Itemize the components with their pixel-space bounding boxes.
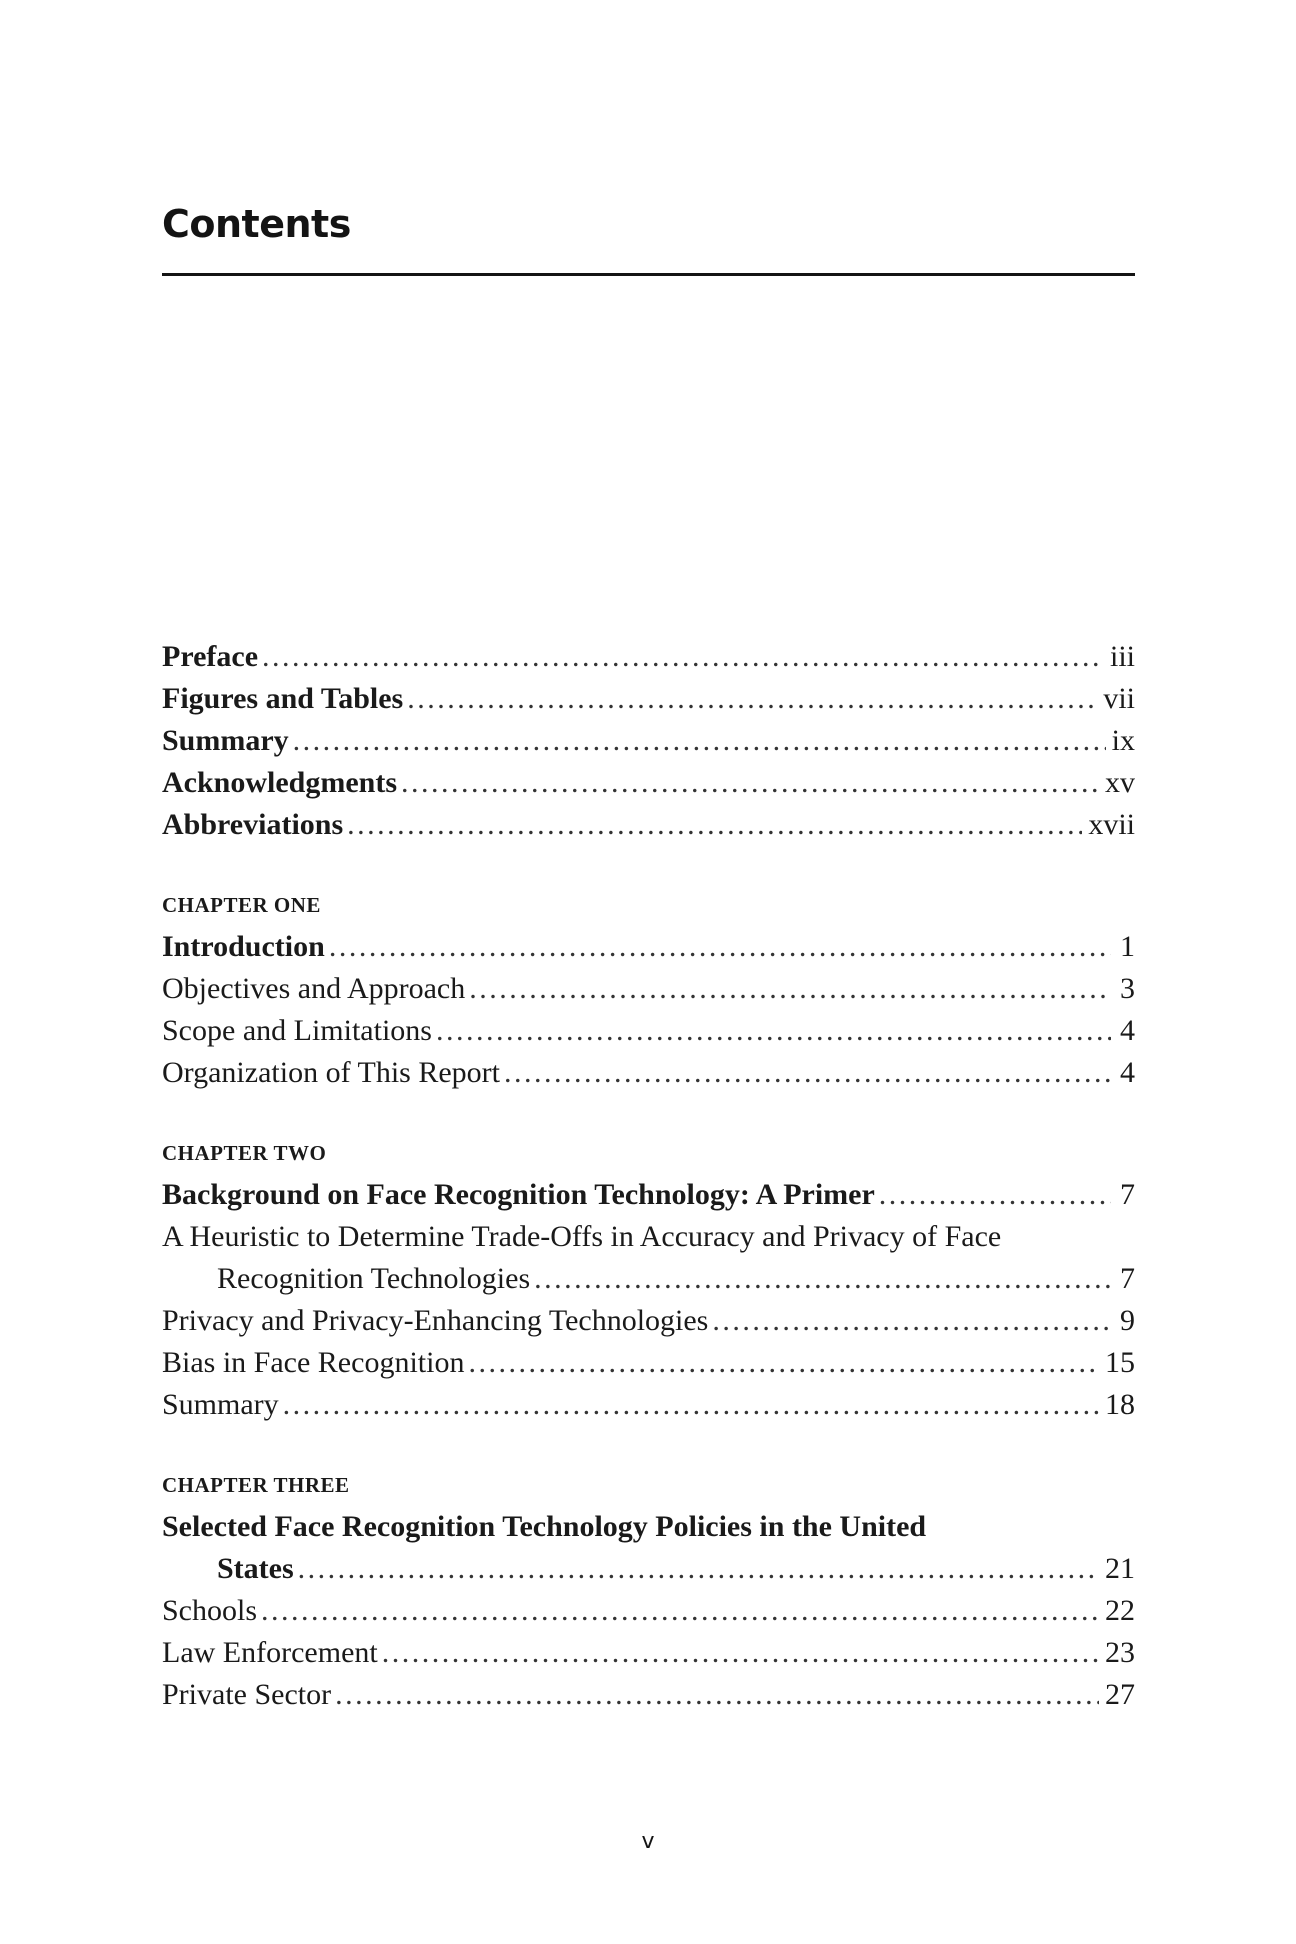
- toc-entry-figures-and-tables[interactable]: [162, 678, 1135, 720]
- toc-section-entry[interactable]: [162, 1674, 1135, 1716]
- toc-chapter-title[interactable]: [162, 1506, 1135, 1590]
- dot-leader: [293, 720, 1106, 762]
- toc-entry-title: Introduction: [162, 930, 325, 963]
- toc-entry-preface[interactable]: [162, 636, 1135, 678]
- toc-page-number: 4: [1120, 1014, 1135, 1047]
- dot-leader: [261, 1590, 1099, 1632]
- dot-leader: [262, 636, 1104, 678]
- toc-chapter-title[interactable]: [162, 926, 1135, 968]
- toc-entry-title: Summary: [162, 724, 289, 757]
- dot-leader: [335, 1674, 1099, 1716]
- toc-page-number: 9: [1120, 1304, 1135, 1337]
- dot-leader: [469, 968, 1111, 1010]
- toc-entry-title: Bias in Face Recognition: [162, 1346, 465, 1379]
- toc-section-entry[interactable]: [162, 968, 1135, 1010]
- table-of-contents: [162, 636, 1135, 1716]
- toc-entry-summary[interactable]: [162, 720, 1135, 762]
- toc-entry-title: Scope and Limitations: [162, 1014, 432, 1047]
- toc-entry-acknowledgments[interactable]: [162, 762, 1135, 804]
- dot-leader: [436, 1010, 1111, 1052]
- toc-section-entry[interactable]: [162, 1216, 1135, 1300]
- toc-page-number: xv: [1105, 766, 1135, 799]
- toc-page-number: ix: [1111, 724, 1135, 757]
- dot-leader: [329, 926, 1111, 968]
- toc-page-number: 27: [1105, 1678, 1135, 1711]
- toc-page-number: 23: [1105, 1636, 1135, 1669]
- toc-page-number: 4: [1120, 1056, 1135, 1089]
- toc-entry-title-continued: States: [217, 1552, 294, 1585]
- toc-entry-title: A Heuristic to Determine Trade-Offs in Accuracy and Privacy of Face: [162, 1220, 1002, 1253]
- title-rule: [162, 273, 1135, 276]
- page-number-folio: v: [641, 1829, 655, 1854]
- toc-page-number: 1: [1120, 930, 1135, 963]
- toc-page-number: 7: [1120, 1262, 1135, 1295]
- toc-entry-title: Preface: [162, 640, 259, 673]
- toc-entry-continuation: [162, 1548, 1135, 1590]
- toc-section-entry[interactable]: [162, 1300, 1135, 1342]
- toc-page-number: vii: [1103, 682, 1135, 715]
- toc-section-entry[interactable]: [162, 1052, 1135, 1094]
- toc-page-number: 22: [1105, 1594, 1135, 1627]
- chapter-label: CHAPTER THREE: [162, 1473, 350, 1497]
- dot-leader: [407, 678, 1097, 720]
- toc-chapter-title[interactable]: [162, 1174, 1135, 1216]
- chapter-label: CHAPTER ONE: [162, 893, 321, 917]
- toc-section-entry[interactable]: [162, 1384, 1135, 1426]
- toc-entry-title: Private Sector: [162, 1678, 332, 1711]
- toc-page-number: 7: [1120, 1178, 1135, 1211]
- toc-entry-title: Acknowledgments: [162, 766, 398, 799]
- toc-page-number: 3: [1120, 972, 1135, 1005]
- toc-page-number: 15: [1105, 1346, 1135, 1379]
- toc-entry-title: Schools: [162, 1594, 258, 1627]
- toc-entry-title: Objectives and Approach: [162, 972, 466, 1005]
- toc-section-entry[interactable]: [162, 1010, 1135, 1052]
- dot-leader: [534, 1258, 1111, 1300]
- toc-entry-title: Background on Face Recognition Technology: A Primer: [162, 1178, 875, 1211]
- dot-leader: [712, 1300, 1111, 1342]
- dot-leader: [879, 1174, 1111, 1216]
- toc-page-number: 21: [1105, 1552, 1135, 1585]
- toc-entry-title-continued: Recognition Technologies: [217, 1262, 531, 1295]
- dot-leader: [504, 1052, 1111, 1094]
- toc-entry-title: Summary: [162, 1388, 279, 1421]
- chapter-label: CHAPTER TWO: [162, 1141, 327, 1165]
- toc-entry-title: Abbreviations: [162, 808, 344, 841]
- page-title: Contents: [162, 202, 351, 246]
- toc-section-entry[interactable]: [162, 1342, 1135, 1384]
- toc-entry-title: Organization of This Report: [162, 1056, 500, 1089]
- dot-leader: [382, 1632, 1099, 1674]
- toc-page-number: 18: [1105, 1388, 1135, 1421]
- toc-page-number: xvii: [1088, 808, 1135, 841]
- toc-entry-title: Selected Face Recognition Technology Policies in the United: [162, 1510, 927, 1543]
- dot-leader: [468, 1342, 1099, 1384]
- dot-leader: [347, 804, 1082, 846]
- toc-entry-continuation: [162, 1258, 1135, 1300]
- dot-leader: [283, 1384, 1099, 1426]
- toc-entry-abbreviations[interactable]: [162, 804, 1135, 846]
- toc-entry-title: Privacy and Privacy-Enhancing Technologies: [162, 1304, 709, 1337]
- dot-leader: [401, 762, 1099, 804]
- toc-page-number: iii: [1109, 640, 1135, 673]
- toc-entry-title: Figures and Tables: [162, 682, 404, 715]
- toc-section-entry[interactable]: [162, 1632, 1135, 1674]
- toc-entry-title: Law Enforcement: [162, 1636, 378, 1669]
- dot-leader: [298, 1548, 1099, 1590]
- toc-section-entry[interactable]: [162, 1590, 1135, 1632]
